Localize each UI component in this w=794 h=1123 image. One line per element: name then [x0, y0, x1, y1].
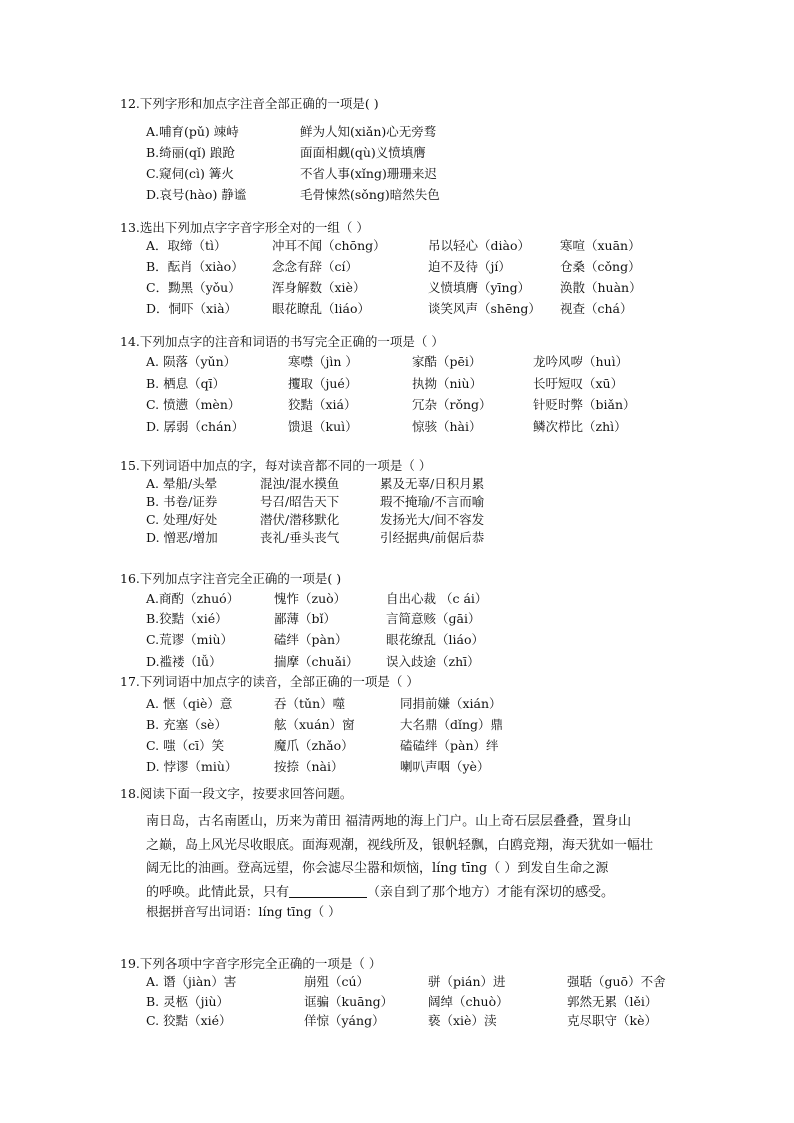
- option-cell: 魔爪（zhǎo）: [274, 738, 354, 753]
- option-cell: 面面相觑(qù)义愤填膺: [300, 145, 426, 160]
- option-cell: 吊以轻心（diào）: [428, 238, 530, 253]
- option-row: [0, 419, 794, 435]
- option-row: [0, 994, 794, 1010]
- option-cell: 诓骗（kuāng）: [304, 994, 394, 1009]
- option-row: [0, 759, 794, 775]
- question-title: 13.选出下列加点字字音字形全对的一组（ ）: [120, 220, 369, 235]
- option-cell: A.商酌（zhuó）: [146, 591, 240, 606]
- option-row: [0, 354, 794, 370]
- option-cell: C.荒谬（miù）: [146, 632, 233, 647]
- option-cell: A. 晕船/头晕: [146, 476, 218, 491]
- option-cell: 引经据典/前倨后恭: [380, 530, 485, 545]
- option-cell: 迫不及待（jí）: [428, 259, 511, 274]
- option-cell: 崩殂（cú）: [304, 974, 370, 989]
- option-row: [0, 124, 794, 140]
- option-cell: B．酝肖（xiào）: [146, 259, 244, 274]
- option-row: [0, 280, 794, 296]
- option-row: [0, 238, 794, 254]
- option-cell: C. 嗤（cī）笑: [146, 738, 225, 753]
- option-cell: 骈（pián）进: [428, 974, 506, 989]
- option-cell: 发扬光大/间不容发: [380, 512, 485, 527]
- option-row: [0, 591, 794, 607]
- option-cell: 狡黠（xiá）: [288, 397, 357, 412]
- option-row: [0, 512, 794, 528]
- option-cell: 谈笑风声（shēng）: [428, 301, 541, 316]
- option-cell: A. 陨落（yǔn）: [146, 354, 237, 369]
- option-cell: 强聒（guō）不舍: [567, 974, 666, 989]
- option-cell: 号召/昭告天下: [260, 494, 340, 509]
- option-cell: 冲耳不闻（chōng）: [272, 238, 386, 253]
- question-title: 18.阅读下面一段文字，按要求回答问题。: [120, 786, 353, 801]
- passage-text: 的呼唤。此情此景，只有: [146, 885, 290, 900]
- option-cell: A. 谮（jiàn）害: [146, 974, 237, 989]
- option-cell: 揣摩（chuǎi）: [274, 654, 359, 669]
- option-cell: D．恫吓（xià）: [146, 301, 238, 316]
- option-cell: B.绮丽(qǐ) 踉跄: [146, 145, 235, 160]
- option-cell: 鳞次栉比（zhì）: [533, 419, 627, 434]
- option-cell: A. 惬（qiè）意: [146, 696, 233, 711]
- option-cell: 浑身解数（xiè）: [272, 280, 366, 295]
- option-cell: B.狡黠（xié）: [146, 611, 228, 626]
- question-title: 19.下列各项中字音字形完全正确的一项是（ ）: [120, 956, 382, 971]
- option-cell: 家酷（pēi）: [412, 354, 482, 369]
- option-cell: 毛骨悚然(sǒng)暗然失色: [300, 187, 440, 202]
- question-title: 17.下列词语中加点字的读音，全部正确的一项是（ ）: [120, 674, 419, 689]
- option-cell: 丧礼/垂头丧气: [260, 530, 340, 545]
- option-cell: 视查（chá）: [560, 301, 633, 316]
- passage-line-fill: [146, 885, 614, 901]
- option-row: [0, 974, 794, 990]
- option-cell: 误入歧途（zhī）: [386, 654, 480, 669]
- passage-line: 南日岛，古名南匿山，历来为莆田 福清两地的海上门户。山上奇石层层叠叠，置身山: [146, 814, 632, 829]
- option-row: [0, 145, 794, 161]
- option-row: [0, 654, 794, 670]
- option-cell: 按捺（nài）: [274, 759, 344, 774]
- option-cell: D. 孱弱（chán）: [146, 419, 245, 434]
- option-cell: 瑕不掩瑜/不言而喻: [380, 494, 485, 509]
- option-cell: 鄙薄（bǐ）: [274, 611, 336, 626]
- option-cell: C．黝黑（yǒu）: [146, 280, 241, 295]
- option-cell: C.窥伺(cì) 篝火: [146, 166, 234, 181]
- option-cell: 克尽职守（kè）: [567, 1013, 657, 1028]
- option-cell: 累及无辜/日积月累: [380, 476, 485, 491]
- option-cell: D.褴褛（lǚ）: [146, 654, 222, 669]
- option-cell: 长吁短叹（xū）: [533, 376, 624, 391]
- option-cell: 龙吟风哕（huì）: [533, 354, 629, 369]
- option-row: [0, 530, 794, 546]
- option-cell: 寒噤（jìn ）: [288, 354, 358, 369]
- option-cell: B. 灵柩（jiù）: [146, 994, 230, 1009]
- option-cell: D. 悖谬（miù）: [146, 759, 238, 774]
- option-cell: B. 栖息（qī）: [146, 376, 226, 391]
- option-cell: 磕绊（pàn）: [274, 632, 348, 647]
- option-row: [0, 611, 794, 627]
- option-row: [0, 717, 794, 733]
- option-cell: D. 憎恶/增加: [146, 530, 218, 545]
- option-cell: 喇叭声咽（yè）: [400, 759, 490, 774]
- option-cell: 阔绰（chuò）: [428, 994, 509, 1009]
- option-row: [0, 301, 794, 317]
- option-cell: 郭然无累（lěi）: [567, 994, 658, 1009]
- option-row: [0, 1013, 794, 1029]
- option-cell: 不省人事(xǐng)珊珊来迟: [300, 166, 437, 181]
- option-row: [0, 632, 794, 648]
- option-cell: 执拗（niù）: [412, 376, 483, 391]
- option-cell: 亵（xiè）渎: [428, 1013, 497, 1028]
- option-row: [0, 259, 794, 275]
- option-cell: 同捐前嫌（xián）: [400, 696, 502, 711]
- option-cell: 大名鼎（dǐng）鼎: [400, 717, 504, 732]
- question-title: 12.下列字形和加点字注音全部正确的一项是( ): [120, 96, 379, 111]
- answer-blank: [289, 885, 367, 898]
- option-row: [0, 476, 794, 492]
- option-cell: 仓桑（cǒng）: [560, 259, 641, 274]
- option-cell: 攫取（jué）: [288, 376, 358, 391]
- option-cell: 馈退（kuì）: [288, 419, 358, 434]
- question-title: 15.下列词语中加点的字，每对读音都不同的一项是（ ）: [120, 458, 432, 473]
- option-cell: 混浊/混水摸鱼: [260, 476, 340, 491]
- question-title: 14.下列加点字的注音和词语的书写完全正确的一项是（ ）: [120, 334, 444, 349]
- option-cell: 冗杂（rǒng）: [412, 397, 492, 412]
- option-row: [0, 187, 794, 203]
- option-cell: 寒喧（xuān）: [560, 238, 641, 253]
- option-cell: 潜伏/潜移默化: [260, 512, 340, 527]
- option-row: [0, 166, 794, 182]
- passage-text: （亲自到了那个地方）才能有深切的感受。: [367, 885, 615, 900]
- option-cell: 涣散（huàn）: [560, 280, 642, 295]
- option-cell: 眼花缭乱（liáo）: [386, 632, 484, 647]
- passage-line: 阔无比的油画。登高远望，你会滤尽尘嚣和烦恼，líng tīng（ ）到发自生命之源: [146, 861, 609, 876]
- option-cell: 自出心裁 （c ái）: [386, 591, 488, 606]
- option-cell: B. 书卷/证券: [146, 494, 218, 509]
- option-cell: 佯惊（yáng）: [304, 1013, 385, 1028]
- option-cell: C. 愤懑（mèn）: [146, 397, 241, 412]
- pinyin-question: 根据拼音写出词语：líng tīng（ ）: [146, 904, 341, 919]
- option-row: [0, 397, 794, 413]
- option-cell: 惊骇（hài）: [412, 419, 482, 434]
- option-cell: 吞（tǔn）噬: [274, 696, 346, 711]
- option-cell: 眼花瞭乱（liáo）: [272, 301, 370, 316]
- option-row: [0, 494, 794, 510]
- option-cell: 舷（xuán）窗: [274, 717, 355, 732]
- option-cell: A.哺育(pǔ) 竦峙: [146, 124, 239, 139]
- option-cell: 念念有辞（cí）: [272, 259, 358, 274]
- question-title: 16.下列加点字注音完全正确的一项是( ): [120, 571, 342, 586]
- option-cell: 磕磕绊（pàn）绊: [400, 738, 499, 753]
- option-cell: 愧怍（zuò）: [274, 591, 347, 606]
- option-cell: 鲜为人知(xiǎn)心无旁骛: [300, 124, 437, 139]
- option-row: [0, 376, 794, 392]
- option-cell: D.哀号(hào) 静谧: [146, 187, 247, 202]
- option-row: [0, 738, 794, 754]
- option-cell: C. 狡黠（xié）: [146, 1013, 232, 1028]
- option-cell: A．取缔（tì）: [146, 238, 227, 253]
- passage-line: 之巅，岛上风光尽收眼底。面海观潮，视线所及，银帆轻飘，白鸥竞翔，海天犹如一幅壮: [146, 838, 654, 853]
- option-cell: 义愤填膺（yīng）: [428, 280, 531, 295]
- option-cell: B. 充塞（sè）: [146, 717, 227, 732]
- option-cell: C. 处理/好处: [146, 512, 218, 527]
- option-cell: 言简意赅（ɡāi）: [386, 611, 481, 626]
- option-cell: 针贬时弊（biǎn）: [533, 397, 636, 412]
- option-row: [0, 696, 794, 712]
